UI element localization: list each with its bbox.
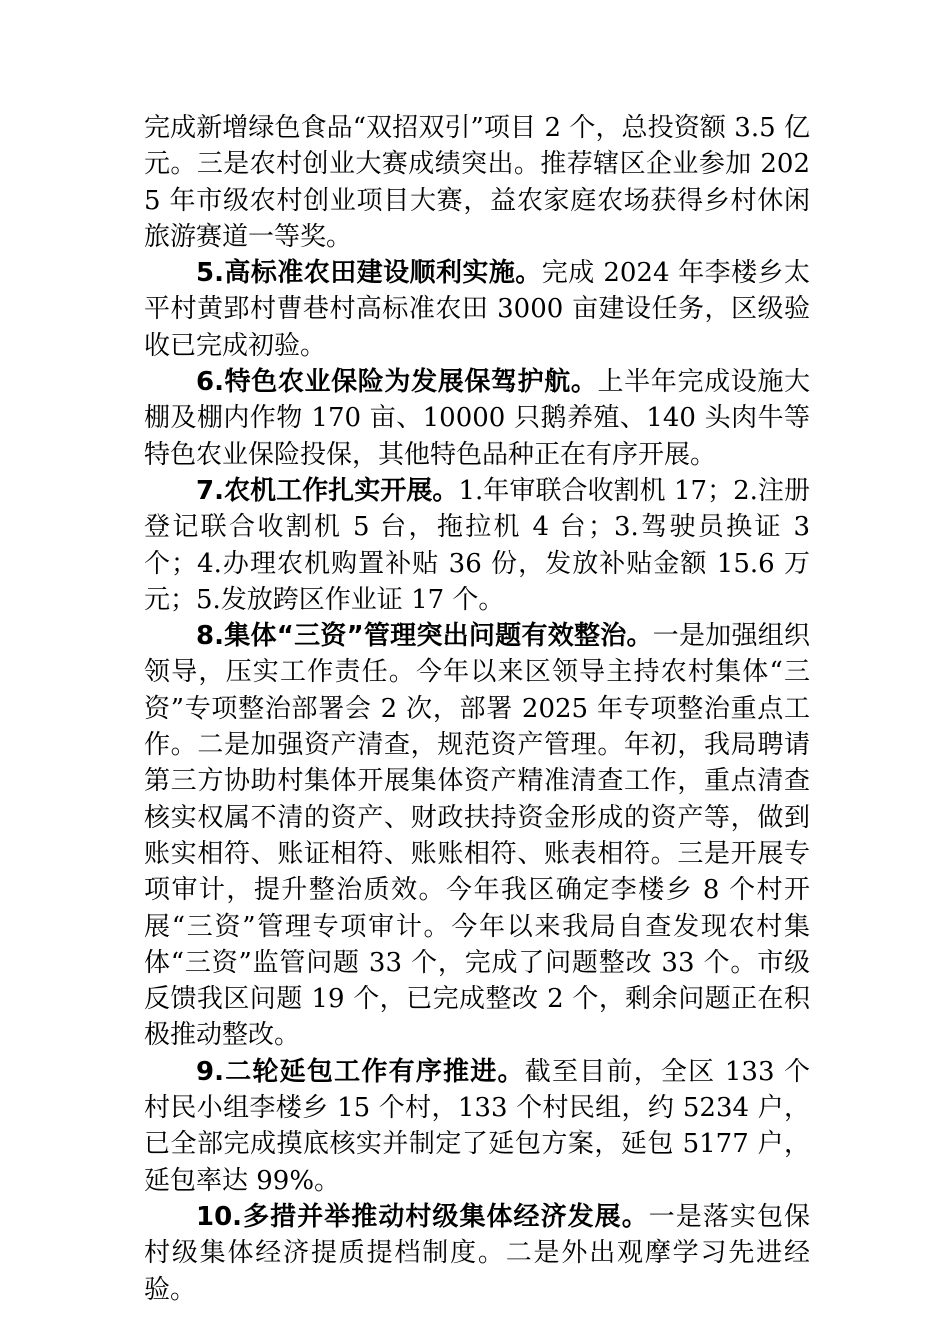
paragraph-machinery [144,473,810,618]
paragraph-collective-economy [144,1199,810,1308]
paragraph-insurance [144,364,810,473]
paragraph-three-assets [144,618,810,1054]
paragraph-body: 一是加强组织领导，压实工作责任。今年以来区领导主持农村集体“三资”专项整治部署会 2 次，部署 2025 年专项整治重点工作。二是加强资产清查，规范资产管理。年初，我局聘请第三方协助村集体开展集体资产精准清查工作，重点清查核实权属不清的资产、财政扶持资金形成的资产等，做到账实相符、账证相符、账账相符、账表相符。三是开展专项审计，提升整治质效。今年我区确定李楼乡 8 个村开展“三资”管理专项审计。今年以来我局自查发现农村集体“三资”监管问题 33 个，完成了问题整改 33 个。市级反馈我区问题 19 个，已完成整改 2 个，剩余问题正在积极推动整改。 [144,621,810,1051]
paragraph-body: 截至目前，全区 133 个村民小组李楼乡 15 个村，133 个村民组，约 5234 户，已全部完成摸底核实并制定了延包方案，延包 5177 户，延包率达 99%。 [144,1056,811,1196]
paragraph-body: 1.年审联合收割机 17；2.注册登记联合收割机 5 台，拖拉机 4 台；3.驾驶员换证 3 个；4.办理农机购置补贴 36 份，发放补贴金额 15.6 万元；5.发放跨区作业证 17 个。 [144,475,811,615]
paragraph-continuation [144,110,810,255]
paragraph-land-contract [144,1054,810,1199]
paragraph-body: 完成新增绿色食品“双招双引”项目 2 个，总投资额 3.5 亿元。三是农村创业大赛成绩突出。推荐辖区企业参加 2025 年市级农村创业项目大赛，益农家庭农场获得乡村休闲旅游赛道一等奖。 [144,113,810,252]
paragraph-body: 完成 2024 年李楼乡太平村黄郢村曹巷村高标准农田 3000 亩建设任务，区级验收已完成初验。 [144,258,811,361]
paragraph-farmland [144,255,810,364]
paragraph-body: 上半年完成设施大棚及棚内作物 170 亩、10000 只鹅养殖、140 头肉牛等特色农业保险投保，其他特色品种正在有序开展。 [144,367,810,470]
paragraph-body: 一是落实包保村级集体经济提质提档制度。二是外出观摩学习先进经验。 [144,1201,810,1305]
paragraph-heading: 10.多措并举推动村级集体经济发展。 [196,1201,649,1232]
paragraph-heading: 7.农机工作扎实开展。 [196,475,459,506]
paragraph-heading: 6.特色农业保险为发展保驾护航。 [196,367,598,398]
paragraph-heading: 8.集体“三资”管理突出问题有效整治。 [196,621,653,652]
paragraph-heading: 5.高标准农田建设顺利实施。 [196,258,542,289]
paragraph-heading: 9.二轮延包工作有序推进。 [196,1056,525,1087]
